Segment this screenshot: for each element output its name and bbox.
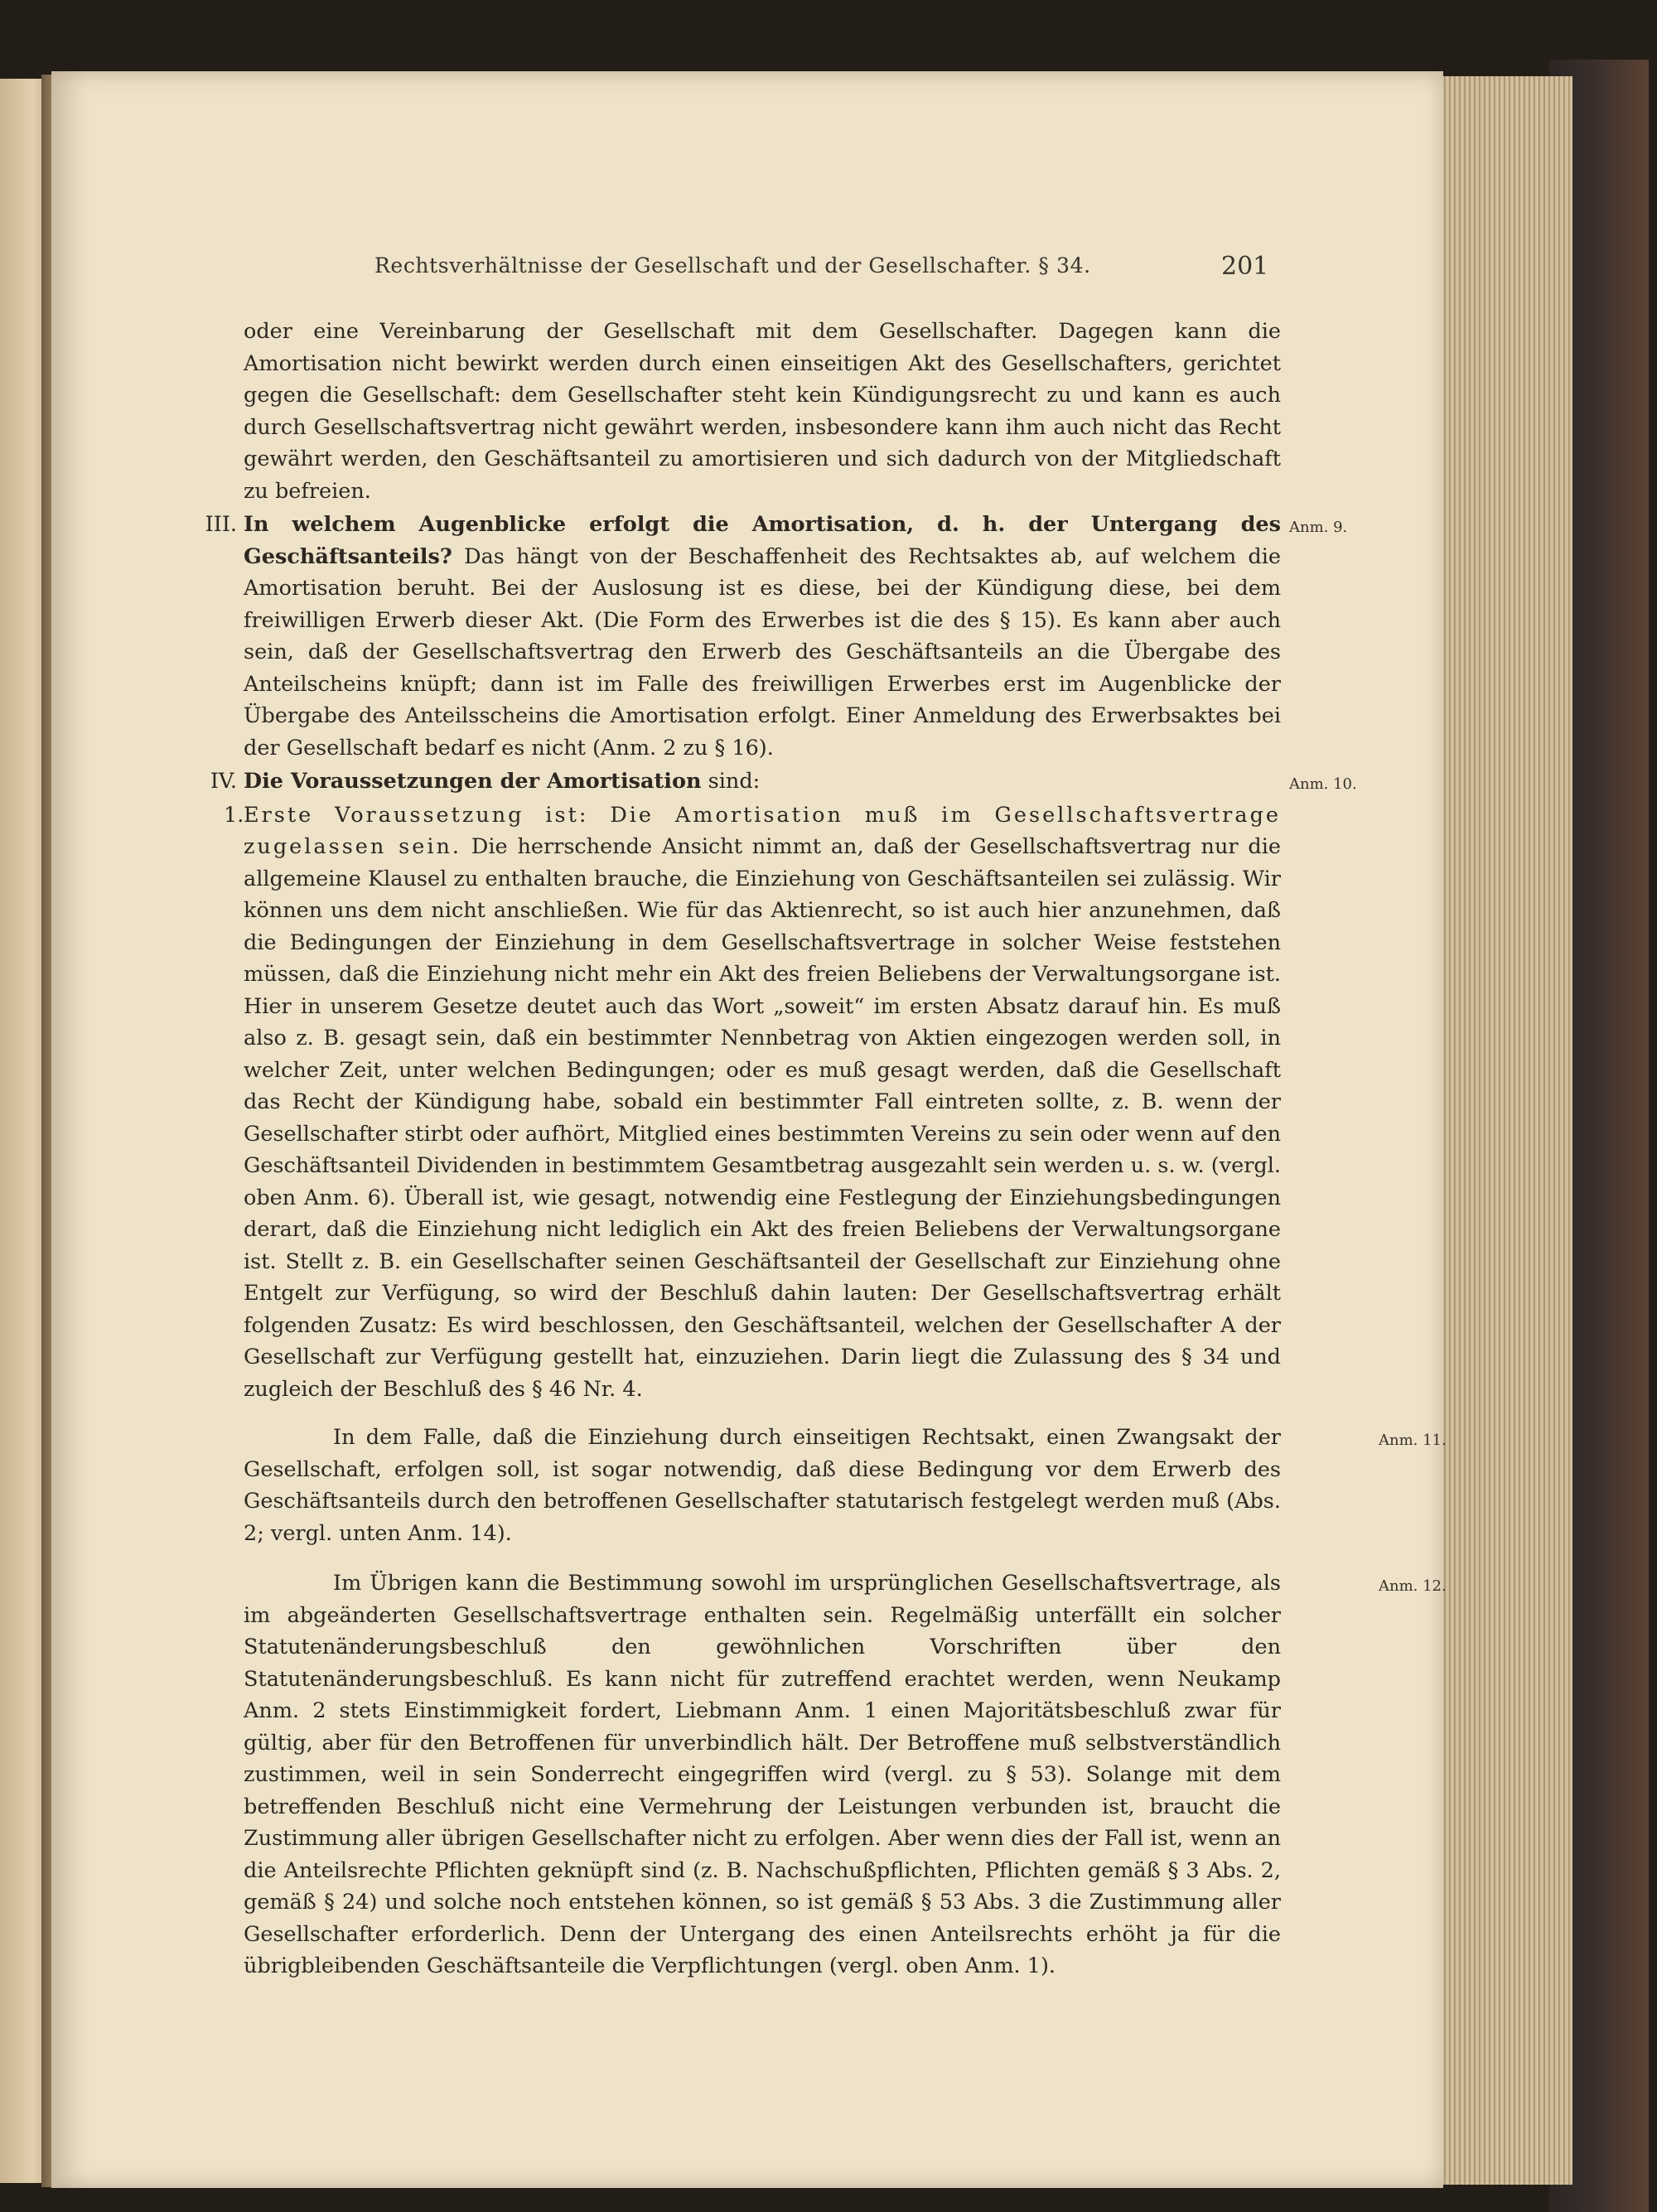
section-four-heading-end: sind: [708, 769, 761, 794]
page-number: 201 [1221, 252, 1269, 281]
continuation-paragraph: oder eine Vereinbarung der Gesellschaft mit dem Gesellschafter. Dagegen kann die Amortisation nicht bewirkt werden durch einen einseitigen Akt des Gesellschafters, gerichtet gegen die Gesellschaft: dem Gesellschafter steht kein Kündigungsrecht zu und kann es auch durch Gesellschaftsvertrag nicht gewährt werden, insbesondere kann ihm auch nicht das Recht gewährt werden, den Geschäftsanteil zu amortisieren und sich dadurch von der Mitgliedschaft zu befreien. [244, 319, 1281, 504]
paragraph-anm-12 [244, 1567, 1447, 1983]
section-four-marker: IV. [210, 769, 237, 794]
item-one-body: Die herrschende Ansicht nimmt an, daß der Gesellschaftsvertrag nur die allgemeine Klausel zu enthalten brauche, die Einziehung von Geschäftsanteilen sei zulässig. Wir können uns dem nicht anschließen. Wie für das Aktienrecht, so ist auch hier anzunehmen, daß die Bedingungen der Einziehung in dem Gesellschaftsvertrage in solcher Weise feststehen müssen, daß die Einziehung nicht mehr ein Akt des freien Beliebens der Verwaltungsorgane ist. Hier in unserem Gesetze deutet auch das Wort „soweit“ im ersten Absatz darauf hin. Es muß also z. B. gesagt sein, daß ein bestimmter Nennbetrag von Aktien eingezogen werden soll, in welcher Zeit, unter welchen Bedingungen; oder es muß gesagt werden, daß die Gesellschaft das Recht der Kündigung habe, sobald ein bestimmter Fall eintreten sollte, z. B. wenn der Gesellschafter stirbt oder aufhört, Mitglied eines bestimmten Vereins zu sein oder wenn auf den Geschäftsanteil Dividenden in bestimmtem Gesamtbetrag ausgezahlt sein werden u. s. w. (vergl. oben Anm. 6). Überall ist, wie gesagt, notwendig eine Festlegung der Einziehungsbedingungen derart, daß die Einziehung nicht lediglich ein Akt des freien Beliebens der Verwaltungsorgane ist. Stellt z. B. ein Gesellschafter seinen Geschäftsanteil der Gesellschaft zur Einziehung ohne Entgelt zur Verfügung, so wird der Beschluß dahin lauten: Der Gesellschaftsvertrag erhält folgenden Zusatz: Es wird beschlossen, den Geschäftsanteil, welchen der Gesellschafter A der Gesellschaft zur Verfügung gestellt hat, einzuziehen. Darin liegt die Zulassung des § 34 und zugleich der Beschluß des § 46 Nr. 4. [244, 834, 1281, 1402]
section-four-heading-line [210, 766, 1357, 798]
item-one-marker: 1. [224, 802, 244, 828]
paragraph-anm-12-text: Im Übrigen kann die Bestimmung sowohl im ursprünglichen Gesellschaftsvertrage, als im abgeänderten Gesellschaftsvertrage enthalten sein. Regelmäßig unterfällt ein solcher Statutenänderungsbeschluß den gewöhnlichen Vorschriften über den Statutenänderungsbeschluß. Es kann nicht für zutreffend erachtet werden, wenn Neukamp Anm. 2 stets Einstimmigkeit fordert, Liebmann Anm. 1 einen Majoritätsbeschluß zwar für gültig, aber für den Betroffenen für unverbindlich hält. Der Betroffene muß selbstverständlich zustimmen, weil in sein Sonderrecht eingegriffen wird (vergl. zu § 53). Solange mit dem betreffenden Beschluß nicht eine Vermehrung der Leistungen verbunden ist, braucht die Zustimmung aller übrigen Gesellschafter nicht zu erfolgen. Aber wenn dies der Fall ist, wenn an die Anteilsrechte Pflichten geknüpft sind (z. B. Nachschußpflichten, Pflichten gemäß § 3 Abs. 2, gemäß § 24) und solche noch entstehen können, so ist gemäß § 53 Abs. 3 die Zustimmung aller Gesellschafter erforderlich. Denn der Untergang des einen Anteilsrechts erhöht ja für die übrigbleibenden Geschäftsanteile die Verpflichtungen (vergl. oben Anm. 1). [244, 1571, 1281, 1978]
page-body [205, 316, 1447, 1983]
margin-note-12: Anm. 12. [1379, 1577, 1447, 1595]
margin-note-10: Anm. 10. [1289, 775, 1357, 793]
item-one-emphasis: Erste Voraussetzung ist: Die Amortisation muß im Gesellschaftsvertrage zugelassen sein. [244, 802, 1281, 859]
section-three-body: Das hängt von der Beschaffenheit des Rechtsaktes ab, auf welchem die Amortisation beruht. Bei der Auslosung ist es diese, bei der Kündigung diese, bei dem freiwilligen Erwerb dieser Akt. (Die Form des Erwerbes ist die des § 15). Es kann aber auch sein, daß der Gesellschaftsvertrag den Erwerb des Geschäftsanteils an die Übergabe des Anteilscheins knüpft; dann ist im Falle des freiwilligen Erwerbes erst im Augenblicke der Übergabe des Anteilsscheins die Amortisation erfolgt. Einer Anmeldung des Erwerbsaktes bei der Gesellschaft bedarf es nicht (Anm. 2 zu § 16). [244, 543, 1282, 761]
section-three-paragraph [205, 509, 1348, 764]
margin-note-9: Anm. 9. [1289, 519, 1348, 536]
section-four-heading: Die Voraussetzungen der Amortisation [244, 769, 702, 794]
page-stack-edges [1432, 76, 1572, 2185]
running-header: Rechtsverhältnisse der Gesellschaft und der Gesellschafter. § 34. [374, 254, 1091, 278]
item-one-paragraph [224, 799, 1281, 1406]
book-page [51, 71, 1447, 2188]
paragraph-anm-11-text: In dem Falle, daß die Einziehung durch einseitigen Rechtsakt, einen Zwangsakt der Gesellschaft, erfolgen soll, ist sogar notwendig, daß diese Bedingung vor dem Erwerb des Geschäftsanteils durch den betroffenen Gesellschafter statutarisch festgelegt werden muß (Abs. 2; vergl. unten Anm. 14). [244, 1425, 1281, 1546]
margin-note-11: Anm. 11. [1379, 1432, 1447, 1449]
section-three-marker: III. [205, 512, 237, 537]
paragraph-anm-11 [244, 1422, 1447, 1549]
section-three-heading: In welchem Augenblicke erfolgt die Amortisation, d. h. der Untergang des Geschäftsanteils? [244, 512, 1281, 569]
